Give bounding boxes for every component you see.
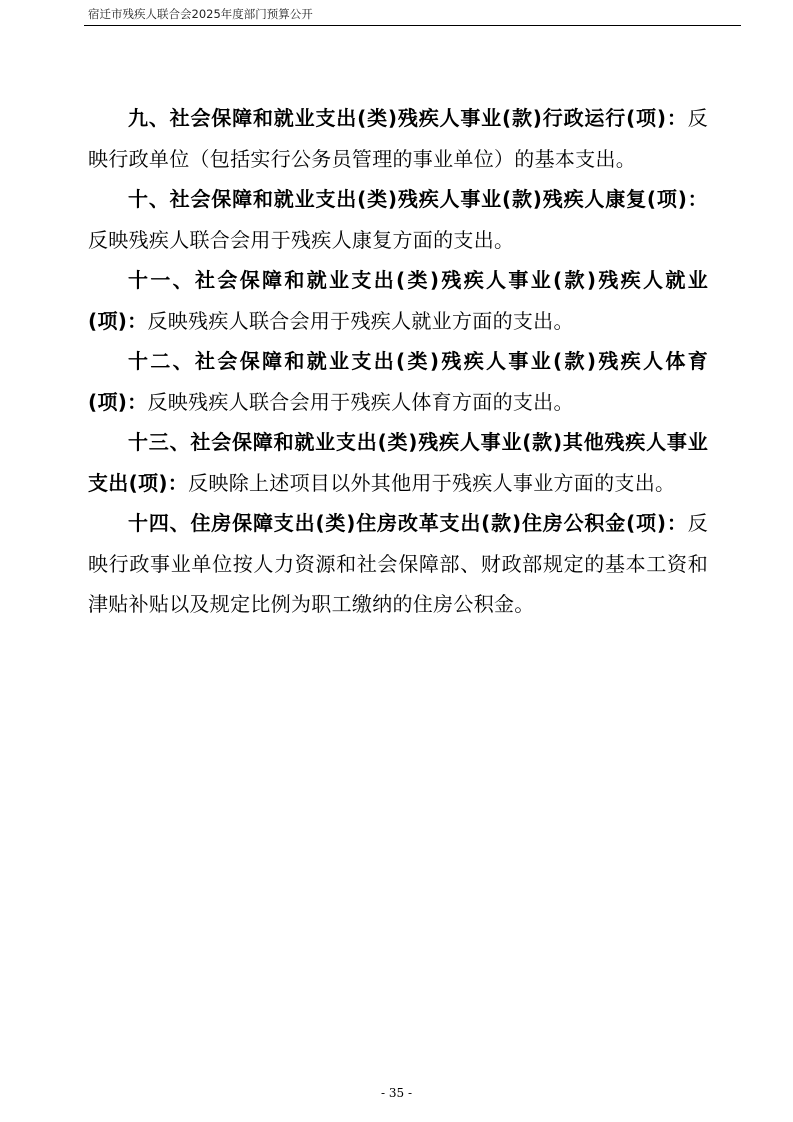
item-11-text: 反映残疾人联合会用于残疾人就业方面的支出。 <box>147 308 574 333</box>
item-13-text: 反映除上述项目以外其他用于残疾人事业方面的支出。 <box>188 470 676 495</box>
item-12-paragraph <box>88 341 708 422</box>
page-number: - 35 - <box>380 1086 412 1100</box>
item-14-text: 反映行政事业单位按人力资源和社会保障部、财政部规定的基本工资和津贴补贴以及规定比例为职工缴纳的住房公积金。 <box>88 511 708 616</box>
item-9-heading: 九、社会保障和就业支出(类)残疾人事业(款)行政运行(项)： <box>128 106 688 130</box>
page-header-title: 宿迁市残疾人联合会2025年度部门预算公开 <box>88 7 313 21</box>
item-14-heading: 十四、住房保障支出(类)住房改革支出(款)住房公积金(项)： <box>128 511 688 535</box>
item-10-text: 反映残疾人联合会用于残疾人康复方面的支出。 <box>88 227 515 252</box>
document-body <box>88 98 708 625</box>
header-divider <box>84 25 741 26</box>
item-9-paragraph <box>88 98 708 179</box>
item-11-paragraph <box>88 260 708 341</box>
item-14-paragraph <box>88 503 708 625</box>
item-12-text: 反映残疾人联合会用于残疾人体育方面的支出。 <box>147 389 574 414</box>
item-12-heading: 十二、社会保障和就业支出(类)残疾人事业(款)残疾人体育(项)： <box>88 349 708 414</box>
item-10-heading: 十、社会保障和就业支出(类)残疾人事业(款)残疾人康复(项)： <box>128 187 708 211</box>
item-10-paragraph <box>88 179 708 260</box>
item-11-heading: 十一、社会保障和就业支出(类)残疾人事业(款)残疾人就业(项)： <box>88 268 708 333</box>
item-13-heading: 十三、社会保障和就业支出(类)残疾人事业(款)其他残疾人事业支出(项)： <box>88 430 708 495</box>
item-9-text: 反映行政单位（包括实行公务员管理的事业单位）的基本支出。 <box>88 106 708 171</box>
item-13-paragraph <box>88 422 708 503</box>
